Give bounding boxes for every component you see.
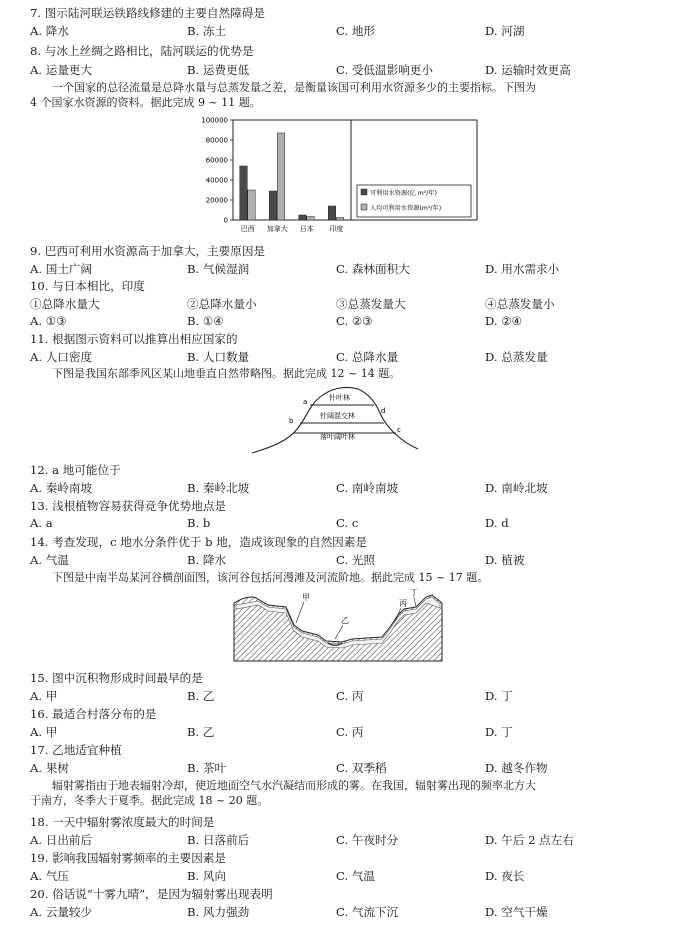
- option-c: C. 受低温影响更小: [336, 63, 433, 77]
- option-d: D. 夜长: [485, 869, 525, 883]
- option-d: D. ②④: [485, 314, 523, 328]
- y-tick-label: 40000: [205, 176, 228, 185]
- intro-12-14: [30, 366, 668, 381]
- point-b-label: b: [289, 417, 294, 425]
- point-c-label: c: [397, 426, 401, 434]
- y-tick-label: 100000: [201, 116, 228, 125]
- intro-15-17: [30, 570, 668, 585]
- label-ding: 丁: [410, 588, 418, 597]
- question-12-options: [30, 480, 670, 496]
- question-15: 15. 图中沉积物形成时间最早的是: [30, 671, 203, 685]
- question-20-options: [30, 904, 670, 920]
- question-11: 11. 根据图示资料可以推算出相应国家的: [30, 332, 238, 346]
- question-8: 8. 与冰上丝绸之路相比，陆河联运的优势是: [30, 44, 254, 58]
- intro-line: 辐射雾指由于地表辐射冷却，使近地面空气水汽凝结而形成的雾。在我国，辐射雾出现的频率北方大: [52, 779, 536, 792]
- option-a: A. 甲: [30, 689, 58, 703]
- option-a: A. 运量更大: [30, 63, 93, 77]
- point-a-label: a: [303, 398, 308, 406]
- option-a: A. 人口密度: [30, 350, 93, 364]
- option-a: A. 国土广阔: [30, 262, 93, 276]
- option-c: C. 总降水量: [336, 350, 399, 364]
- water-resources-chart: [195, 115, 480, 243]
- label-jia: 甲: [302, 593, 310, 602]
- option-a: A. 云量较少: [30, 905, 93, 919]
- option-c: C. 地形: [336, 24, 376, 38]
- option-d: D. 空气干燥: [485, 905, 548, 919]
- question-8-options: [30, 62, 670, 78]
- river-valley-cross-section: [232, 585, 444, 663]
- y-tick-label: 80000: [205, 136, 228, 145]
- intro-line: 下图是中南半岛某河谷横剖面图，该河谷包括河漫滩及河流阶地。据此完成 15 ~ 17 题。: [52, 571, 489, 584]
- option-d: D. d: [485, 516, 509, 530]
- leader-jia: [296, 602, 304, 623]
- option-b: B. ①④: [187, 314, 224, 328]
- label-yi: 乙: [341, 616, 349, 625]
- option-b: B. 运费更低: [187, 63, 250, 77]
- x-axis-labels: [241, 224, 344, 233]
- y-axis-ticks: [201, 117, 233, 225]
- bar-0-series-1: [248, 190, 256, 220]
- belt-label-mixed: 针阔混交林: [320, 412, 355, 420]
- bar-2-series-1: [307, 217, 315, 221]
- option-b: B. 风力强劲: [187, 905, 250, 919]
- x-tick-label: 巴西: [240, 225, 255, 233]
- mountain-zonation-diagram: [250, 383, 420, 455]
- option-d: D. 丁: [485, 689, 513, 703]
- bar-1-series-1: [277, 133, 285, 220]
- intro-18-20: [30, 778, 668, 808]
- question-10-items: [30, 296, 670, 312]
- belt-label-coniferous: 针叶林: [329, 394, 350, 402]
- option-a: A. 甲: [30, 725, 58, 739]
- x-tick-label: 印度: [329, 225, 344, 233]
- belt-label-broadleaf: 落叶阔叶林: [320, 433, 355, 441]
- leader-yi: [335, 625, 343, 639]
- question-17-options: [30, 760, 670, 776]
- question-16: 16. 最适合村落分布的是: [30, 707, 157, 721]
- option-d: D. 午后 2 点左右: [485, 833, 574, 847]
- option-c: C. 森林面积大: [336, 262, 410, 276]
- question-12: 12. a 地可能位于: [30, 463, 121, 477]
- option-c: C. ②③: [336, 314, 373, 328]
- bar-3-series-0: [328, 206, 336, 220]
- legend-swatch-per-capita-water: [361, 204, 367, 210]
- option-a: A. 气压: [30, 869, 69, 883]
- item-1: ①总降水量大: [30, 297, 100, 311]
- legend-label-per-capita-water: 人均可利用水资源(m³/年): [370, 205, 442, 212]
- bar-0-series-0: [240, 166, 248, 220]
- question-7-options: [30, 23, 670, 39]
- option-a: A. 秦岭南坡: [30, 481, 93, 495]
- question-16-options: [30, 724, 670, 740]
- option-b: B. 冻土: [187, 24, 227, 38]
- option-c: C. 双季稻: [336, 761, 387, 775]
- question-10-options: [30, 314, 670, 330]
- question-18: 18. 一天中辐射雾浓度最大的时间是: [30, 815, 215, 829]
- intro-line: 4 个国家水资源的资料。据此完成 9 ~ 11 题。: [30, 96, 261, 109]
- leader-ding: [414, 597, 416, 607]
- option-a: A. 气温: [30, 553, 69, 567]
- y-tick-label: 60000: [205, 156, 228, 165]
- question-14-options: [30, 552, 670, 568]
- option-c: C. c: [336, 516, 359, 530]
- option-a: A. 日出前后: [30, 833, 93, 847]
- question-11-options: [30, 349, 670, 365]
- question-9: 9. 巴西可利用水资源高于加拿大，主要原因是: [30, 244, 266, 258]
- intro-9-11: [30, 80, 668, 110]
- intro-line: 下图是我国东部季风区某山地垂直自然带略图。据此完成 12 ~ 14 题。: [52, 367, 401, 380]
- question-19: 19. 影响我国辐射雾频率的主要因素是: [30, 851, 227, 865]
- item-3: ③总蒸发量大: [336, 297, 406, 311]
- option-a: A. 果树: [30, 761, 69, 775]
- option-c: C. 南岭南坡: [336, 481, 399, 495]
- bar-3-series-1: [336, 218, 344, 221]
- intro-line: 一个国家的总径流量是总降水量与总蒸发量之差，是衡量该国可利用水资源多少的主要指标。下图为: [52, 81, 536, 94]
- option-d: D. 南岭北坡: [485, 481, 548, 495]
- label-bing: 丙: [399, 599, 407, 608]
- bar-1-series-0: [269, 191, 277, 220]
- option-d: D. 总蒸发量: [485, 350, 548, 364]
- legend-label-available-water: 可利用水资源(亿 m³/年): [370, 190, 437, 197]
- option-b: B. 茶叶: [187, 761, 227, 775]
- option-b: B. 降水: [187, 553, 227, 567]
- x-tick-label: 加拿大: [266, 225, 288, 233]
- intro-line: 于南方，冬季大于夏季。据此完成 18 ~ 20 题。: [30, 794, 269, 807]
- legend-swatch-available-water: [361, 189, 367, 195]
- x-tick-label: 日本: [299, 225, 314, 233]
- option-b: B. 气候湿润: [187, 262, 250, 276]
- question-20: 20. 俗话说“十雾九晴”，是因为辐射雾出现表明: [30, 887, 273, 901]
- option-b: B. 风向: [187, 869, 227, 883]
- option-d: D. 越冬作物: [485, 761, 548, 775]
- item-4: ④总蒸发量小: [485, 297, 555, 311]
- option-d: D. 河湖: [485, 24, 525, 38]
- option-b: B. 日落前后: [187, 833, 250, 847]
- question-17: 17. 乙地适宜种植: [30, 743, 122, 757]
- y-tick-label: 0: [223, 216, 228, 225]
- question-13-options: [30, 516, 670, 532]
- option-b: B. 秦岭北坡: [187, 481, 250, 495]
- option-c: C. 午夜时分: [336, 833, 399, 847]
- question-9-options: [30, 261, 670, 277]
- question-18-options: [30, 832, 670, 848]
- option-c: C. 丙: [336, 689, 364, 703]
- option-b: B. 人口数量: [187, 350, 250, 364]
- option-a: A. a: [30, 516, 53, 530]
- legend: [357, 185, 471, 217]
- option-c: C. 气流下沉: [336, 905, 399, 919]
- item-2: ②总降水量小: [187, 297, 257, 311]
- option-a: A. 降水: [30, 24, 69, 38]
- option-c: C. 光照: [336, 553, 376, 567]
- option-d: D. 植被: [485, 553, 525, 567]
- bar-2-series-0: [299, 215, 307, 220]
- option-b: B. 乙: [187, 689, 215, 703]
- point-d-label: d: [381, 407, 386, 415]
- option-d: D. 运输时效更高: [485, 63, 571, 77]
- option-b: B. b: [187, 516, 211, 530]
- question-19-options: [30, 868, 670, 884]
- question-7: 7. 图示陆河联运铁路线修建的主要自然障碍是: [30, 6, 266, 20]
- option-c: C. 气温: [336, 869, 376, 883]
- valley-terrain: [234, 595, 442, 661]
- option-d: D. 用水需求小: [485, 262, 560, 276]
- question-14: 14. 考查发现，c 地水分条件优于 b 地，造成该现象的自然因素是: [30, 535, 367, 549]
- option-a: A. ①③: [30, 314, 67, 328]
- option-d: D. 丁: [485, 725, 513, 739]
- option-b: B. 乙: [187, 725, 215, 739]
- question-15-options: [30, 688, 670, 704]
- option-c: C. 丙: [336, 725, 364, 739]
- question-13: 13. 浅根植物容易获得竞争优势地点是: [30, 499, 227, 513]
- question-10: 10. 与日本相比，印度: [30, 279, 145, 293]
- y-tick-label: 20000: [205, 196, 228, 205]
